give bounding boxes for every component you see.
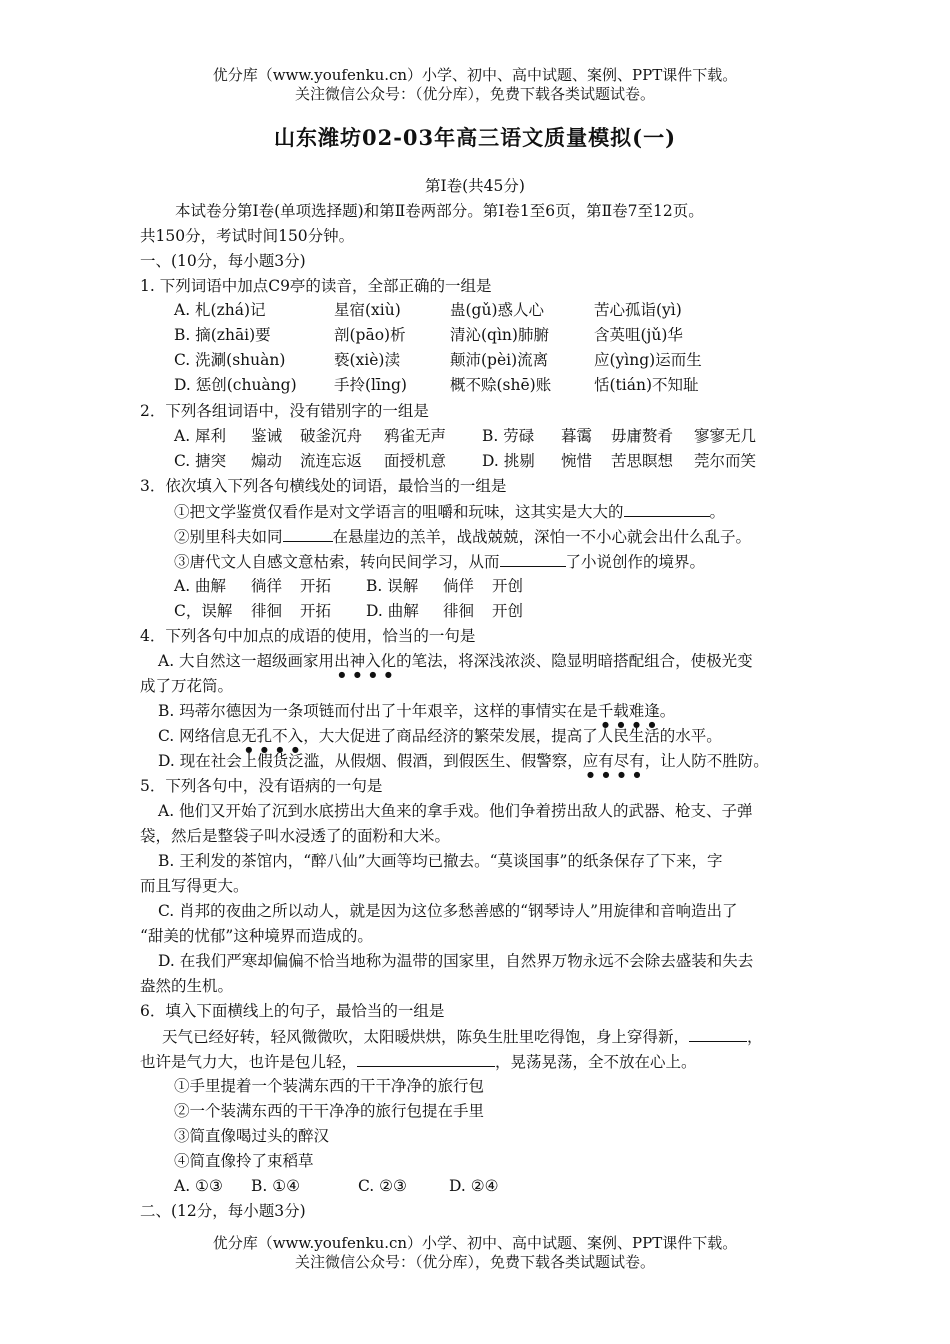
- q4-b-dotted-idiom: 千载难逢: [597, 702, 660, 720]
- q6-stem: 6．填入下面横线上的句子，最恰当的一组是: [140, 1002, 445, 1020]
- q3-sentence-1: [174, 501, 725, 522]
- q4-option-a-line-1: [158, 651, 753, 679]
- q5-option-a-line-2: 袋，然后是整袋子叫水浸透了的面粉和大米。: [140, 827, 451, 845]
- q2-r2-3: 流连忘返: [300, 452, 363, 470]
- q1-b-1: B. 摘(zhāi)要: [174, 326, 271, 344]
- q2-r2-7: 苦思瞑想: [611, 452, 674, 470]
- q3-o2-5: 徘徊: [443, 602, 475, 620]
- q4-c-text: C. 网络信息: [158, 727, 242, 745]
- q2-r1-2: 鉴诫: [251, 427, 283, 445]
- section1-heading: 一、(10分，每小题3分): [140, 252, 306, 270]
- q2-r1-3: 破釜沉舟: [300, 427, 363, 445]
- q1-b-3: 清沁(qìn)肺腑: [450, 326, 549, 344]
- q2-r2-5: D. 挑剔: [482, 452, 535, 470]
- q5-stem: 5．下列各句中，没有语病的一句是: [140, 777, 383, 795]
- footer-line-1: 优分库（www.youfenku.cn）小学、初中、高中试题、案例、PPT课件下载。: [212, 1234, 738, 1252]
- q4-c-text-end: ，大大促进了商品经济的繁荣发展，提高了人民生活的水平。: [303, 727, 722, 745]
- intro-line-1: 本试卷分第Ⅰ卷(单项选择题)和第Ⅱ卷两部分。第Ⅰ卷1至6页，第Ⅱ卷7至12页。: [175, 202, 704, 220]
- q6-passage-line-1: [162, 1026, 763, 1047]
- q5-option-d-line-2: 盎然的生机。: [140, 977, 234, 995]
- q2-r2-6: 惋惜: [561, 452, 593, 470]
- q5-option-d-line-1: D. 在我们严寒却偏偏不恰当地称为温带的国家里，自然界万物永远不会除去盛装和失去: [158, 952, 754, 970]
- q1-d-3: 概不赊(shē)账: [450, 376, 552, 394]
- q2-r2-4: 面授机意: [384, 452, 447, 470]
- q6-p2-end: ，晃荡晃荡，全不放在心上。: [495, 1053, 697, 1071]
- q4-option-a-line-2: 成了万花筒。: [140, 677, 234, 695]
- q4-d-text-end: ，让人防不胜防。: [644, 752, 769, 770]
- q4-a-text-end: 的笔法，将深浅浓淡、隐显明暗搭配组合，使极光变: [396, 652, 753, 670]
- q3-sentence-3: [174, 551, 705, 572]
- q1-c-4: 应(yìng)运而生: [594, 351, 702, 369]
- q3-o2-4: D. 曲解: [366, 602, 419, 620]
- q1-d-1: D. 惩创(chuàng): [174, 376, 297, 394]
- q3-o2-3: 开拓: [300, 602, 332, 620]
- q3-s1-blank: [624, 501, 710, 517]
- q6-p2-blank: [357, 1051, 495, 1067]
- q1-c-3: 颠沛(pèi)流离: [450, 351, 549, 369]
- page-title: 山东潍坊02-03年高三语文质量模拟(一): [273, 125, 677, 150]
- q1-a-3: 蛊(gǔ)惑人心: [450, 301, 544, 319]
- q6-item-4: ④简直像拎了束稻草: [174, 1152, 314, 1170]
- q3-stem: 3．依次填入下列各句横线处的词语，最恰当的一组是: [140, 477, 507, 495]
- q4-a-dotted-idiom: 出神入化: [334, 652, 397, 670]
- q4-option-b: [158, 701, 675, 729]
- q4-stem: 4．下列各句中加点的成语的使用，恰当的一句是: [140, 627, 476, 645]
- q3-o2-2: 徘徊: [251, 602, 283, 620]
- q1-b-2: 剖(pāo)析: [334, 326, 406, 344]
- q4-a-text: A. 大自然这一超级画家用: [158, 652, 335, 670]
- q3-s3-blank: [500, 551, 566, 567]
- q1-a-1: A. 札(zhá)记: [174, 301, 266, 319]
- q3-o1-3: 开拓: [300, 577, 332, 595]
- q4-c-dotted-idiom: 无孔不入: [241, 727, 304, 745]
- q4-d-dotted-idiom: 应有尽有: [582, 752, 645, 770]
- q5-option-a-line-1: A. 他们又开始了沉到水底捞出大鱼来的拿手戏。他们争着捞出敌人的武器、枪支、子弹: [158, 802, 753, 820]
- footer-line-2: 关注微信公众号：（优分库），免费下载各类试题试卷。: [294, 1253, 655, 1271]
- q3-sentence-2: [174, 526, 751, 547]
- q3-s3-text: ③唐代文人自感文意枯索，转向民间学习，从而: [174, 553, 500, 571]
- part1-heading: 第Ⅰ卷(共45分): [425, 177, 525, 195]
- q4-b-text-end: 。: [659, 702, 676, 720]
- q3-o1-2: 徜徉: [251, 577, 283, 595]
- intro-line-2: 共150分，考试时间150分钟。: [140, 227, 355, 245]
- q6-p1-blank: [689, 1026, 747, 1042]
- q1-c-1: C. 洗涮(shuàn): [174, 351, 286, 369]
- q3-s2-text: ②别里科夫如同: [174, 528, 283, 546]
- section2-heading: 二、(12分，每小题3分): [140, 1202, 306, 1220]
- q3-s1-end: 。: [709, 503, 726, 521]
- q6-item-1: ①手里提着一个装满东西的干干净净的旅行包: [174, 1077, 485, 1095]
- q2-stem: 2．下列各组词语中，没有错别字的一组是: [140, 402, 429, 420]
- q3-o2-6: 开创: [492, 602, 524, 620]
- q6-item-3: ③简直像喝过头的醉汉: [174, 1127, 330, 1145]
- q6-option-b: B. ①④: [251, 1177, 301, 1195]
- q1-d-4: 恬(tián)不知耻: [594, 376, 699, 394]
- q2-r1-4: 鸦雀无声: [384, 427, 447, 445]
- q5-option-b-line-1: B. 王利发的茶馆内，“醉八仙”大画等均已撤去。“莫谈国事”的纸条保存了下来，字: [158, 852, 723, 870]
- q2-r1-1: A. 犀利: [174, 427, 227, 445]
- q3-o1-1: A. 曲解: [174, 577, 227, 595]
- header-line-1: 优分库（www.youfenku.cn）小学、初中、高中试题、案例、PPT课件下载。: [212, 66, 738, 84]
- q4-option-c: [158, 726, 722, 754]
- q1-b-4: 含英咀(jǔ)华: [594, 326, 683, 344]
- q2-r1-5: B. 劳碌: [482, 427, 535, 445]
- q3-o1-6: 开创: [492, 577, 524, 595]
- q6-option-a: A. ①③: [174, 1177, 223, 1195]
- q3-o1-5: 倘佯: [443, 577, 475, 595]
- q6-p1-end: ，: [747, 1028, 763, 1046]
- q3-s3-end: 了小说创作的境界。: [565, 553, 706, 571]
- q2-r2-8: 莞尔而笑: [694, 452, 757, 470]
- header-line-2: 关注微信公众号：（优分库），免费下载各类试题试卷。: [294, 85, 655, 103]
- q3-s1-text: ①把文学鉴赏仅看作是对文学语言的咀嚼和玩味，这其实是大大的: [174, 503, 624, 521]
- q2-r2-1: C. 搪突: [174, 452, 227, 470]
- q4-b-text: B. 玛蒂尔德因为一条项链而付出了十年艰辛，这样的事情实在是: [158, 702, 598, 720]
- q1-d-2: 手拎(līng): [334, 376, 407, 394]
- q1-a-4: 苦心孤诣(yì): [594, 301, 682, 319]
- q1-c-2: 亵(xiè)渎: [334, 351, 400, 369]
- q5-option-c-line-2: “甜美的忧郁”这种境界而造成的。: [140, 927, 373, 945]
- q2-r1-7: 毋庸赘肴: [611, 427, 674, 445]
- q2-r2-2: 煽动: [251, 452, 283, 470]
- q3-o1-4: B. 误解: [366, 577, 419, 595]
- q2-r1-8: 寥寥无几: [694, 427, 757, 445]
- q6-passage-line-2: [140, 1051, 697, 1072]
- q1-stem: 1. 下列词语中加点C9亭的读音，全部正确的一组是: [140, 277, 492, 295]
- q5-option-c-line-1: C. 肖邦的夜曲之所以动人，就是因为这位多愁善感的“钢琴诗人”用旋律和音响造出了: [158, 902, 738, 920]
- q6-p1-text: 天气已经好转，轻风微微吹，太阳暖烘烘，陈奂生肚里吃得饱，身上穿得新，: [162, 1028, 690, 1046]
- q6-option-d: D. ②④: [449, 1177, 499, 1195]
- q6-item-2: ②一个装满东西的干干净净的旅行包提在手里: [174, 1102, 485, 1120]
- q4-option-d: [158, 751, 769, 779]
- q4-d-text: D. 现在社会上假货泛滥，从假烟、假酒，到假医生、假警察，: [158, 752, 583, 770]
- q6-option-c: C. ②③: [358, 1177, 407, 1195]
- q5-option-b-line-2: 而且写得更大。: [140, 877, 249, 895]
- q1-a-2: 星宿(xiù): [334, 301, 401, 319]
- q3-s2-end: 在悬崖边的羔羊，战战兢兢，深怕一不小心就会出什么乱子。: [332, 528, 752, 546]
- q3-s2-blank: [283, 526, 333, 542]
- q3-o2-1: C，误解: [174, 602, 233, 620]
- q6-p2-text: 也许是气力大，也许是包儿轻，: [140, 1053, 358, 1071]
- q2-r1-6: 暮霭: [561, 427, 593, 445]
